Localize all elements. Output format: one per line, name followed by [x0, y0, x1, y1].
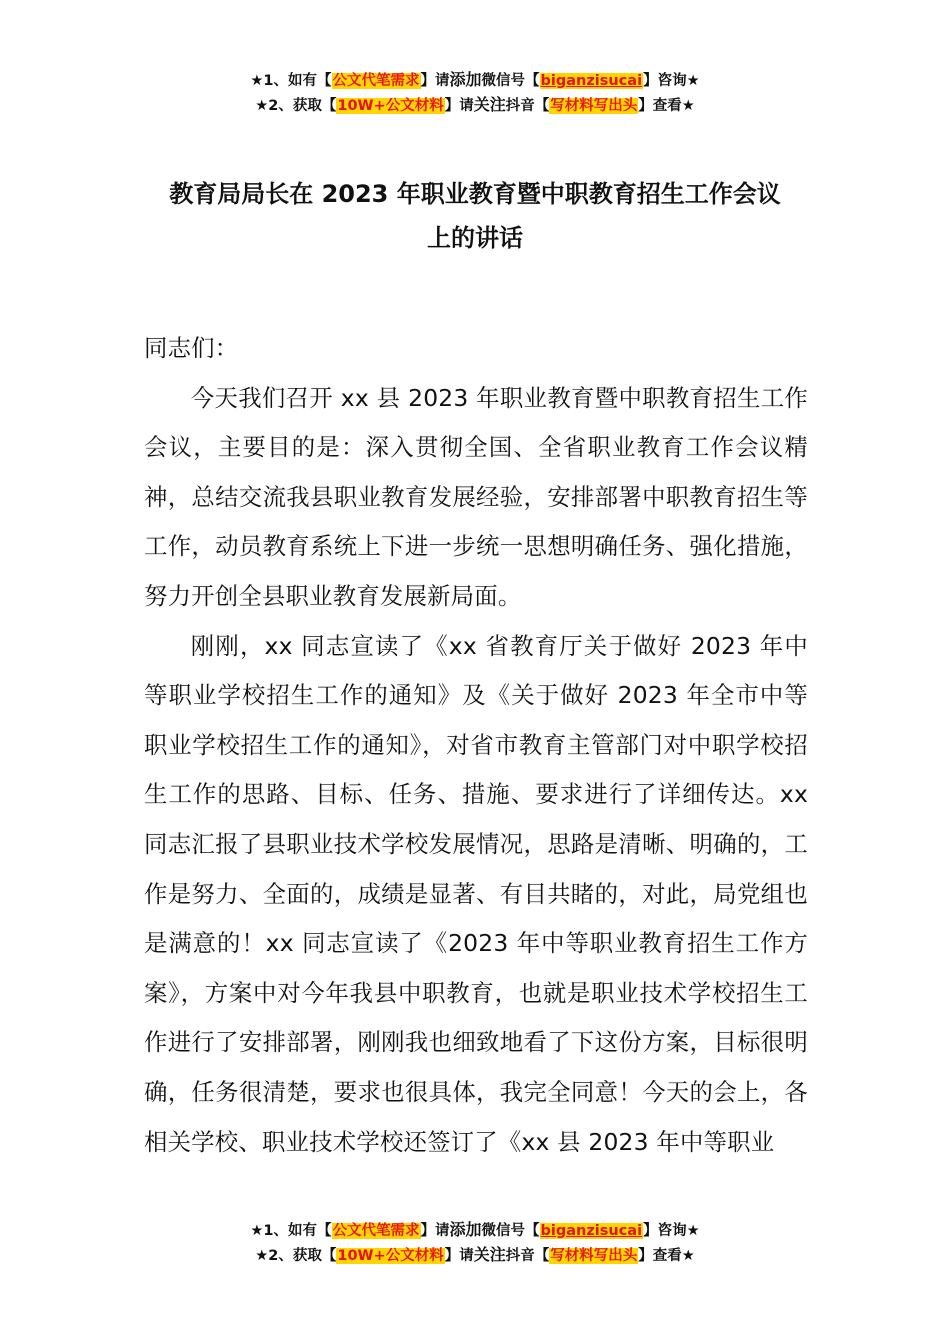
document-body	[144, 324, 808, 1167]
promo-line-1	[0, 68, 950, 93]
paragraph-2: 刚刚，xx 同志宣读了《xx 省教育厅关于做好 2023 年中等职业学校招生工作的通知》及《关于做好 2023 年全市中等职业学校招生工作的通知》，对省市教育主管部门对中职学校招生工作的思路、目标、任务、措施、要求进行了详细传达。xx 同志汇报了县职业技术学校发展情况，思路是清晰、明确的，工作是努力、全面的，成绩是显著、有目共睹的，对此，局党组也是满意的！xx 同志宣读了《2023 年中等职业教育招生工作方案》，方案中对今年我县中职教育，也就是职业技术学校招生工作进行了安排部署，刚刚我也细致地看了下这份方案，目标很明确，任务很清楚，要求也很具体，我完全同意！今天的会上，各相关学校、职业技术学校还签订了《xx 县 2023 年中等职业	[144, 631, 808, 1156]
promo-highlight: 公文代笔需求	[332, 1223, 420, 1239]
promo-text: 】请	[444, 98, 474, 114]
promo-text: 】请	[420, 73, 450, 89]
promo-emphasis: 添加	[449, 1220, 482, 1239]
promo-text: 】请	[444, 1248, 474, 1264]
wechat-id-link[interactable]: biganzisucai	[540, 1223, 643, 1239]
promo-text: 微信号【	[481, 73, 540, 89]
promo-text: ★1、如有【	[250, 1223, 332, 1239]
promo-emphasis: 关注	[473, 1245, 506, 1264]
promo-emphasis: 关注	[473, 95, 506, 114]
promo-text: ★1、如有【	[250, 73, 332, 89]
title-line-1: 教育局局长在 2023 年职业教育暨中职教育招生工作会议	[169, 180, 781, 208]
promo-text: 】咨询★	[643, 1223, 700, 1239]
promo-highlight: 公文代笔需求	[332, 73, 420, 89]
document-title	[120, 172, 830, 260]
promo-banner-top	[0, 68, 950, 118]
wechat-id-link[interactable]: biganzisucai	[540, 73, 643, 89]
promo-text: 抖音【	[505, 98, 550, 114]
promo-text: 】请	[420, 1223, 450, 1239]
salutation: 同志们：	[144, 334, 239, 362]
douyin-account: 写材料写出头	[550, 1248, 638, 1264]
promo-text: 抖音【	[505, 1248, 550, 1264]
promo-text: ★2、获取【	[255, 1248, 337, 1264]
paragraph-1: 今天我们召开 xx 县 2023 年职业教育暨中职教育招生工作会议，主要目的是：深入贯彻全国、全省职业教育工作会议精神，总结交流我县职业教育发展经验，安排部署中职教育招生等工作，动员教育系统上下进一步统一思想明确任务、强化措施，努力开创全县职业教育发展新局面。	[144, 383, 808, 610]
promo-text: 微信号【	[481, 1223, 540, 1239]
promo-text: ★2、获取【	[255, 98, 337, 114]
promo-line-1	[0, 1218, 950, 1243]
promo-banner-bottom	[0, 1218, 950, 1268]
promo-text: 】咨询★	[643, 73, 700, 89]
promo-line-2	[0, 93, 950, 118]
promo-line-2	[0, 1243, 950, 1268]
promo-highlight: 10W+公文材料	[337, 1248, 444, 1264]
title-line-2: 上的讲话	[427, 224, 523, 252]
promo-emphasis: 添加	[449, 70, 482, 89]
douyin-account: 写材料写出头	[550, 98, 638, 114]
promo-text: 】查看★	[638, 1248, 695, 1264]
promo-text: 】查看★	[638, 98, 695, 114]
promo-highlight: 10W+公文材料	[337, 98, 444, 114]
